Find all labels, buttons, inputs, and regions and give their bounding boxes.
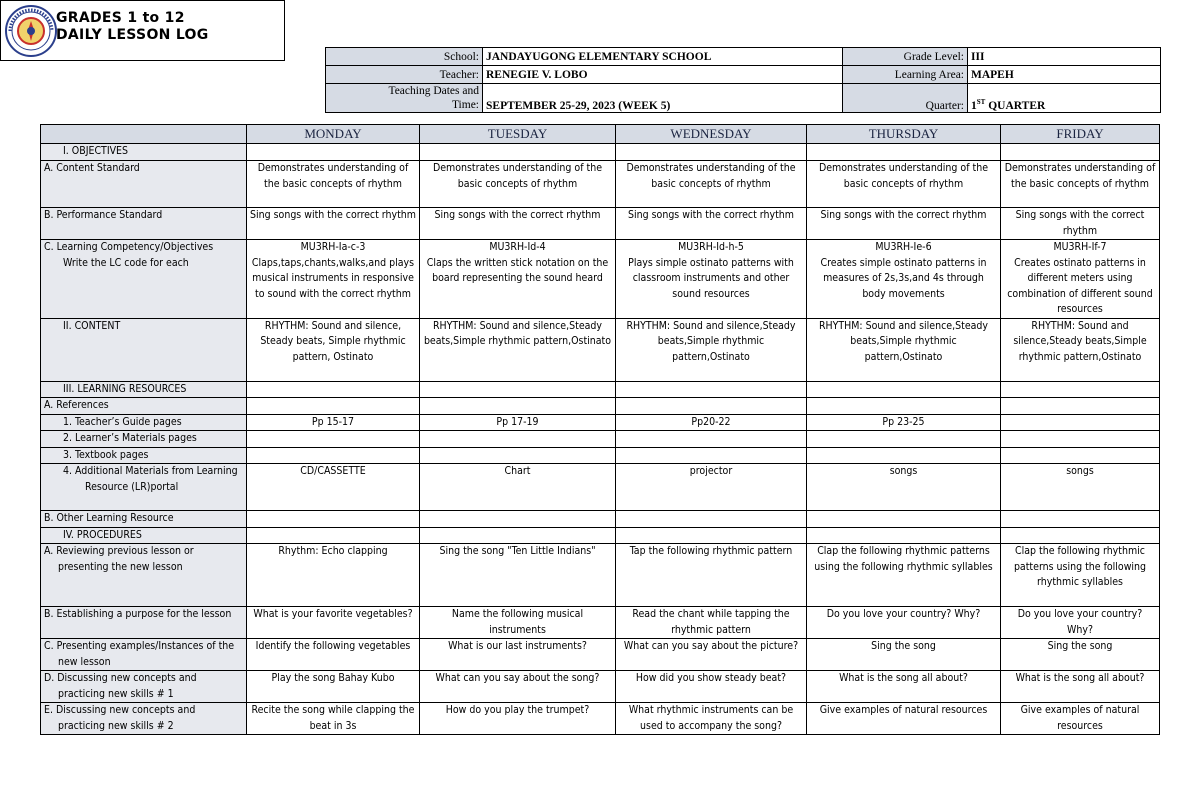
lc-text-wed: Plays simple ostinato patterns with classroom instruments and other sound resources (628, 256, 794, 300)
teacher-value: RENEGIE V. LOBO (483, 66, 843, 84)
header-info-table (325, 47, 1161, 113)
cell-proc-c-tue: What is our last instruments? (420, 639, 616, 671)
quarter-value (968, 84, 1161, 113)
day-thursday: THURSDAY (807, 125, 1001, 144)
day-wednesday: WEDNESDAY (616, 125, 807, 144)
cell-proc-c-wed: What can you say about the picture? (616, 639, 807, 671)
cell-proc-b-tue: Name the following musical instruments (420, 607, 616, 639)
quarter-suffix: ST (976, 98, 986, 107)
lc-code-fri: MU3RH-If-7 (1053, 241, 1107, 253)
teaching-dates-label (326, 84, 483, 113)
proc-d-label: D. Discussing new concepts and practicing new skills # 1 (44, 672, 197, 700)
row-label-references: A. References (41, 398, 247, 415)
day-tuesday: TUESDAY (420, 125, 616, 144)
cell-proc-a-wed: Tap the following rhythmic pattern (616, 544, 807, 607)
cell-tg-fri (1001, 414, 1160, 431)
quarter-word: QUARTER (985, 100, 1046, 112)
row-label-learners-materials: 2. Learner’s Materials pages (41, 431, 247, 448)
competency-label-line1: C. Learning Competency/Objectives (44, 241, 214, 253)
learning-area-label: Learning Area: (843, 66, 968, 84)
cell-proc-e-mon: Recite the song while clapping the beat in 3s (247, 703, 420, 735)
cell-content-standard-tue: Demonstrates understanding of the basic concepts of rhythm (420, 161, 616, 208)
cell-proc-c-thu: Sing the song (807, 639, 1001, 671)
day-monday: MONDAY (247, 125, 420, 144)
lc-text-thu: Creates simple ostinato patterns in measures of 2s,3s,and 4s through body movements (820, 256, 987, 300)
grade-level-value: III (968, 48, 1161, 66)
teacher-label: Teacher: (326, 66, 483, 84)
cell-additional-thu: songs (807, 464, 1001, 511)
cell-proc-a-thu: Clap the following rhythmic patterns using the following rhythmic syllables (807, 544, 1001, 607)
proc-e-label: E. Discussing new concepts and practicing new skills # 2 (44, 704, 196, 732)
cell-competency-mon (247, 240, 420, 319)
cell-content-fri: RHYTHM: Sound and silence,Steady beats,Simple rhythmic pattern,Ostinato (1001, 318, 1160, 381)
cell-competency-wed (616, 240, 807, 319)
lesson-log-table (40, 124, 1160, 735)
lc-text-fri: Creates ostinato patterns in different meters using combination of different sound resources (1007, 256, 1153, 315)
cell-proc-b-thu: Do you love your country? Why? (807, 607, 1001, 639)
lc-text-mon: Claps,taps,chants,walks,and plays musical instruments in responsive to sound with the correct rhythm (251, 256, 415, 300)
row-label-proc-c (41, 639, 247, 671)
page-subtitle: DAILY LESSON LOG (56, 27, 209, 43)
additional-materials-label: 4. Additional Materials from Learning Resource (LR)portal (63, 465, 238, 493)
teaching-dates-value: SEPTEMBER 25-29, 2023 (WEEK 5) (483, 84, 843, 113)
cell-content-tue: RHYTHM: Sound and silence,Steady beats,Simple rhythmic pattern,Ostinato (420, 318, 616, 381)
cell-proc-d-mon: Play the song Bahay Kubo (247, 671, 420, 703)
page-title: GRADES 1 to 12 (56, 10, 185, 26)
cell-proc-b-mon: What is your favorite vegetables? (247, 607, 420, 639)
cell-content-mon: RHYTHM: Sound and silence, Steady beats, Simple rhythmic pattern, Ostinato (247, 318, 420, 381)
cell-performance-thu: Sing songs with the correct rhythm (807, 208, 1001, 240)
cell-proc-b-fri: Do you love your country? Why? (1001, 607, 1160, 639)
cell-proc-e-wed: What rhythmic instruments can be used to accompany the song? (616, 703, 807, 735)
proc-b-label: B. Establishing a purpose for the lesson (44, 608, 232, 620)
cell-proc-d-wed: How did you show steady beat? (616, 671, 807, 703)
lc-code-thu: MU3RH-Ie-6 (875, 241, 932, 253)
cell-proc-e-tue: How do you play the trumpet? (420, 703, 616, 735)
cell-proc-e-fri: Give examples of natural resources (1001, 703, 1160, 735)
cell-additional-wed: projector (616, 464, 807, 511)
cell-proc-d-tue: What can you say about the song? (420, 671, 616, 703)
quarter-number: 1 (971, 100, 977, 112)
lc-code-wed: MU3RH-Id-h-5 (678, 241, 744, 253)
cell-performance-fri: Sing songs with the correct rhythm (1001, 208, 1160, 240)
cell-tg-tue: Pp 17-19 (420, 414, 616, 431)
cell-competency-fri (1001, 240, 1160, 319)
row-label-teachers-guide: 1. Teacher’s Guide pages (41, 414, 247, 431)
row-label-content-standard: A. Content Standard (41, 161, 247, 208)
cell-proc-d-fri: What is the song all about? (1001, 671, 1160, 703)
row-label-proc-d (41, 671, 247, 703)
row-label-additional-materials (41, 464, 247, 511)
deped-seal-icon (4, 4, 58, 58)
section-learning-resources: III. LEARNING RESOURCES (41, 381, 247, 398)
row-label-performance-standard: B. Performance Standard (41, 208, 247, 240)
cell-additional-fri: songs (1001, 464, 1160, 511)
title-box (0, 0, 285, 61)
cell-proc-a-fri: Clap the following rhythmic patterns using the following rhythmic syllables (1001, 544, 1160, 607)
competency-label-line2: Write the LC code for each (63, 256, 189, 269)
lc-code-mon: MU3RH-Ia-c-3 (300, 241, 366, 253)
cell-content-standard-mon: Demonstrates understanding of the basic concepts of rhythm (247, 161, 420, 208)
cell-content-standard-thu: Demonstrates understanding of the basic concepts of rhythm (807, 161, 1001, 208)
cell-proc-a-mon: Rhythm: Echo clapping (247, 544, 420, 607)
school-label: School: (326, 48, 483, 66)
cell-tg-thu: Pp 23-25 (807, 414, 1001, 431)
learning-area-value: MAPEH (968, 66, 1161, 84)
lc-code-tue: MU3RH-Id-4 (489, 241, 546, 253)
cell-performance-wed: Sing songs with the correct rhythm (616, 208, 807, 240)
lc-text-tue: Claps the written stick notation on the board representing the sound heard (426, 256, 609, 284)
row-label-other-resource: B. Other Learning Resource (41, 511, 247, 528)
row-label-proc-b (41, 607, 247, 639)
quarter-label: Quarter: (843, 84, 968, 113)
day-friday: FRIDAY (1001, 125, 1160, 144)
row-label-proc-e (41, 703, 247, 735)
cell-proc-d-thu: What is the song all about? (807, 671, 1001, 703)
cell-content-thu: RHYTHM: Sound and silence,Steady beats,Simple rhythmic pattern,Ostinato (807, 318, 1001, 381)
proc-a-label: A. Reviewing previous lesson or presenting the new lesson (44, 545, 194, 573)
row-label-proc-a (41, 544, 247, 607)
grade-level-label: Grade Level: (843, 48, 968, 66)
cell-competency-thu (807, 240, 1001, 319)
cell-content-wed: RHYTHM: Sound and silence,Steady beats,Simple rhythmic pattern,Ostinato (616, 318, 807, 381)
proc-c-label: C. Presenting examples/Instances of the new lesson (44, 640, 235, 668)
cell-performance-tue: Sing songs with the correct rhythm (420, 208, 616, 240)
section-procedures: IV. PROCEDURES (41, 527, 247, 544)
cell-content-standard-fri: Demonstrates understanding of the basic concepts of rhythm (1001, 161, 1160, 208)
cell-tg-mon: Pp 15-17 (247, 414, 420, 431)
corner-cell (41, 125, 247, 144)
cell-proc-c-mon: Identify the following vegetables (247, 639, 420, 671)
cell-proc-b-wed: Read the chant while tapping the rhythmic pattern (616, 607, 807, 639)
cell-performance-mon: Sing songs with the correct rhythm (247, 208, 420, 240)
school-value: JANDAYUGONG ELEMENTARY SCHOOL (483, 48, 843, 66)
cell-proc-c-fri: Sing the song (1001, 639, 1160, 671)
cell-additional-mon: CD/CASSETTE (247, 464, 420, 511)
teaching-dates-label-line2: Time: (451, 99, 479, 111)
row-label-textbook: 3. Textbook pages (41, 447, 247, 464)
row-label-content: II. CONTENT (41, 318, 247, 381)
cell-content-standard-wed: Demonstrates understanding of the basic concepts of rhythm (616, 161, 807, 208)
cell-tg-wed: Pp20-22 (616, 414, 807, 431)
cell-proc-a-tue: Sing the song "Ten Little Indians" (420, 544, 616, 607)
teaching-dates-label-line1: Teaching Dates and (388, 85, 479, 97)
row-label-competency (41, 240, 247, 319)
cell-competency-tue (420, 240, 616, 319)
cell-proc-e-thu: Give examples of natural resources (807, 703, 1001, 735)
section-objectives: I. OBJECTIVES (41, 144, 247, 161)
cell-additional-tue: Chart (420, 464, 616, 511)
